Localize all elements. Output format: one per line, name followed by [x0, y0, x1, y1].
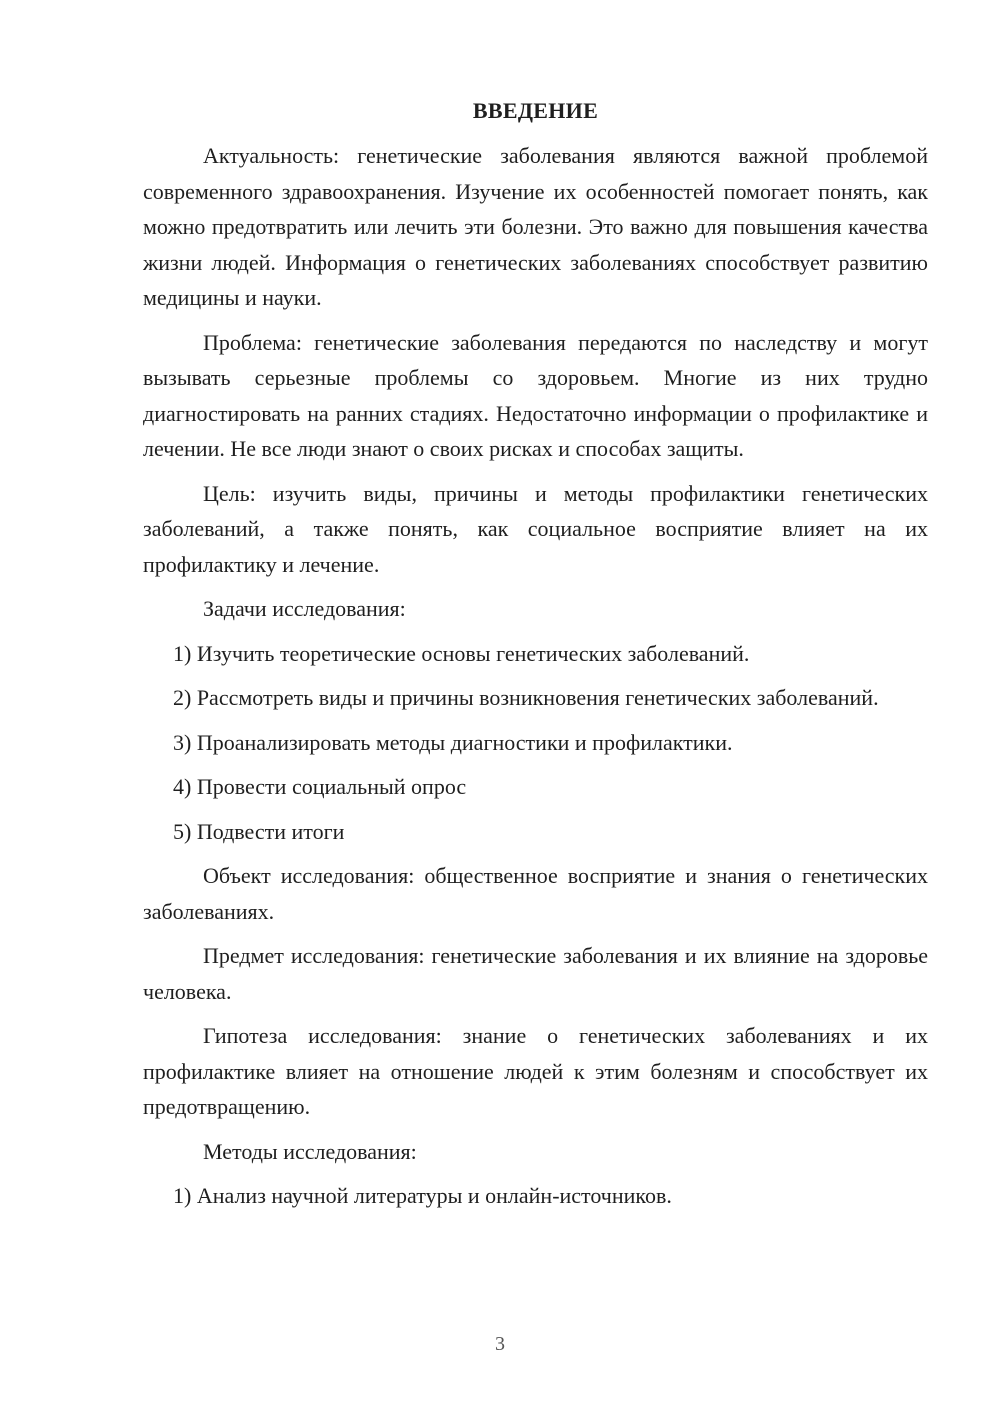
task-item-5: 5) Подвести итоги: [173, 818, 345, 844]
relevance-paragraph: Актуальность: генетические заболевания являются важной проблемой современного здравоохранения. Изучение их особенностей помогает понять, как можно предотвратить или лечить эти болезни. Это важно для повышения качества жизни людей. Информация о генетических заболеваниях способствует развитию медицины и науки.: [143, 143, 928, 310]
section-title: ВВЕДЕНИЕ: [472, 98, 599, 123]
hypothesis-paragraph: Гипотеза исследования: знание о генетических заболеваниях и их профилактике влияет на отношение людей к этим болезням и способствует их предотвращению.: [143, 1023, 928, 1119]
tasks-heading: Задачи исследования:: [203, 596, 406, 621]
object-paragraph: Объект исследования: общественное восприятие и знания о генетических заболеваниях.: [143, 863, 928, 924]
page-number: 3: [495, 1333, 505, 1355]
problem-paragraph: Проблема: генетические заболевания передаются по наследству и могут вызывать серьезные проблемы со здоровьем. Многие из них трудно диагностировать на ранних стадиях. Недостаточно информации о профилактике и лечении. Не все люди знают о своих рисках и способах защиты.: [143, 329, 928, 461]
task-item-1: 1) Изучить теоретические основы генетических заболеваний.: [173, 640, 750, 666]
methods-heading: Методы исследования:: [203, 1138, 417, 1164]
task-item-3: 3) Проанализировать методы диагностики и профилактики.: [173, 729, 733, 755]
page-content: [143, 96, 928, 1223]
task-item-4: 4) Провести социальный опрос: [173, 774, 467, 799]
method-item-1: 1) Анализ научной литературы и онлайн-источников.: [173, 1183, 672, 1208]
task-item-2: 2) Рассмотреть виды и причины возникновения генетических заболеваний.: [173, 685, 879, 710]
subject-paragraph: Предмет исследования: генетические заболевания и их влияние на здоровье человека.: [143, 943, 928, 1004]
goal-paragraph: Цель: изучить виды, причины и методы профилактики генетических заболеваний, а также понять, как социальное восприятие влияет на их профилактику и лечение.: [143, 480, 928, 577]
